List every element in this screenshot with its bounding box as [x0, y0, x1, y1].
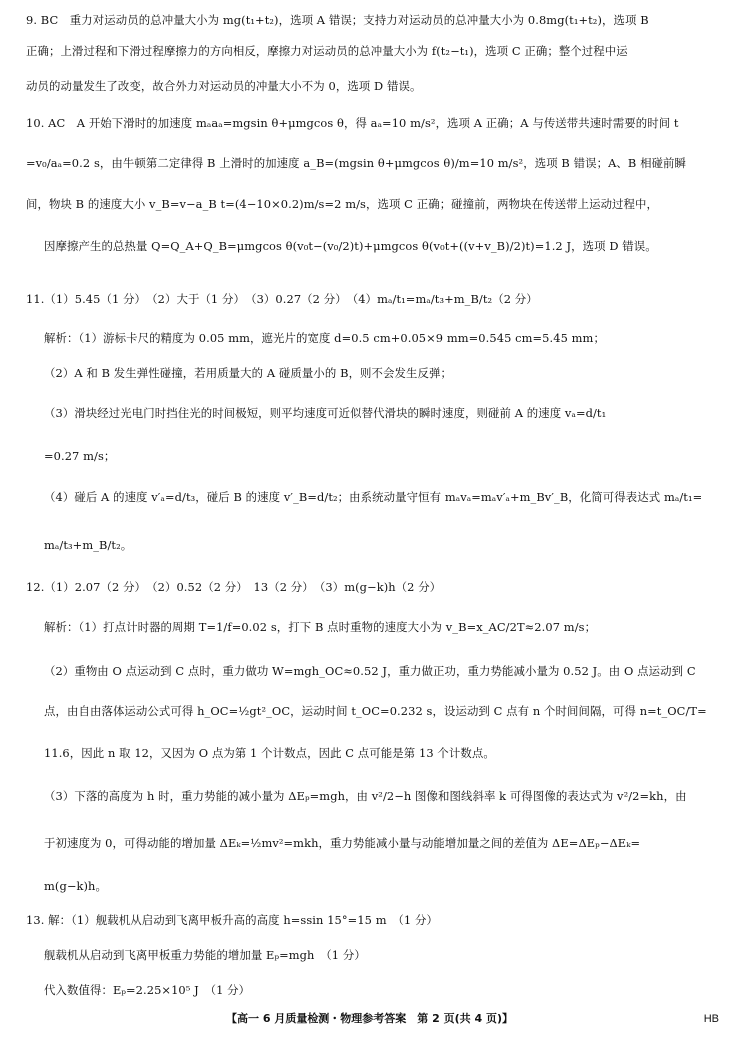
- text-line: （4）碰后 A 的速度 v′ₐ=d/t₃，碰后 B 的速度 v′_B=d/t₂；由系统动量守恒有 mₐvₐ=mₐv′ₐ+m_Bv′_B，化简可得表达式 mₐ/t₁=: [44, 490, 703, 504]
- text-line: 11.6，因此 n 取 12，又因为 O 点为第 1 个计数点，因此 C 点可能是第 13 个计数点。: [44, 746, 495, 760]
- text-line: 动员的动量发生了改变，故合外力对运动员的冲量大小不为 0，选项 D 错误。: [26, 79, 422, 93]
- text-line: mₐ/t₃+m_B/t₂。: [44, 538, 133, 552]
- text-line: 9. BC 重力对运动员的总冲量大小为 mg(t₁+t₂)，选项 A 错误；支持力对运动员的总冲量大小为 0.8mg(t₁+t₂)，选项 B: [26, 13, 649, 27]
- text-line: 10. AC A 开始下滑时的加速度 mₐaₐ=mgsin θ+μmgcos θ，得 aₐ=10 m/s²，选项 A 正确；A 与传送带共速时需要的时间 t: [26, 116, 679, 130]
- text-line: 11.（1）5.45（1 分） （2）大于（1 分） （3）0.27（2 分） （4）mₐ/t₁=mₐ/t₃+m_B/t₂（2 分）: [26, 292, 538, 306]
- text-line: =v₀/aₐ=0.2 s，由牛顿第二定律得 B 上滑时的加速度 a_B=(mgsin θ+μmgcos θ)/m=10 m/s²，选项 B 错误；A、B 相碰前瞬: [26, 156, 687, 170]
- text-line: 因摩擦产生的总热量 Q=Q_A+Q_B=μmgcos θ(v₀t−(v₀/2)t)+μmgcos θ(v₀t+((v+v_B)/2)t)=1.2 J，选项 D 错误。: [44, 239, 657, 253]
- text-line: 于初速度为 0，可得动能的增加量 ΔEₖ=½mv²=mkh，重力势能减小量与动能增加量之间的差值为 ΔE=ΔEₚ−ΔEₖ=: [44, 836, 641, 850]
- text-line: 解析：（1）游标卡尺的精度为 0.05 mm，遮光片的宽度 d=0.5 cm+0.05×9 mm=0.545 cm=5.45 mm；: [44, 331, 605, 345]
- footer-code: HB: [703, 1013, 719, 1025]
- text-line: 间，物块 B 的速度大小 v_B=v−a_B t=(4−10×0.2)m/s=2 m/s，选项 C 正确；碰撞前，两物块在传送带上运动过程中，: [26, 197, 659, 211]
- text-line: 解析：（1）打点计时器的周期 T=1/f=0.02 s，打下 B 点时重物的速度大小为 v_B=x_AC/2T≈2.07 m/s；: [44, 620, 597, 634]
- text-line: 点，由自由落体运动公式可得 h_OC=½gt²_OC，运动时间 t_OC=0.232 s，设运动到 C 点有 n 个时间间隔，可得 n=t_OC/T=: [44, 704, 707, 718]
- footer-title: 【高一 6 月质量检测・物理参考答案 第 2 页(共 4 页)】: [226, 1012, 513, 1025]
- text-line: 舰载机从启动到飞离甲板重力势能的增加量 Eₚ=mgh （1 分）: [44, 948, 366, 962]
- text-line: 13. 解：（1）舰载机从启动到飞离甲板升高的高度 h=ssin 15°=15 m （1 分）: [26, 913, 438, 927]
- text-line: （2）重物由 O 点运动到 C 点时，重力做功 W=mgh_OC≈0.52 J，重力做正功，重力势能减小量为 0.52 J。由 O 点运动到 C: [44, 664, 696, 678]
- text-line: （3）滑块经过光电门时挡住光的时间极短，则平均速度可近似替代滑块的瞬时速度，则碰前 A 的速度 vₐ=d/t₁: [44, 406, 607, 420]
- text-line: 正确；上滑过程和下滑过程摩擦力的方向相反，摩擦力对运动员的总冲量大小为 f(t₂−t₁)，选项 C 正确；整个过程中运: [26, 44, 628, 58]
- text-line: （3）下落的高度为 h 时，重力势能的减小量为 ΔEₚ=mgh，由 v²/2−h 图像和图线斜率 k 可得图像的表达式为 v²/2=kh，由: [44, 789, 687, 803]
- text-line: 12.（1）2.07（2 分） （2）0.52（2 分） 13（2 分） （3）m(g−k)h（2 分）: [26, 580, 442, 594]
- text-line: 代入数值得：Eₚ=2.25×10⁵ J （1 分）: [44, 983, 251, 997]
- text-line: m(g−k)h。: [44, 879, 107, 893]
- text-line: =0.27 m/s；: [44, 449, 116, 463]
- text-line: （2）A 和 B 发生弹性碰撞，若用质量大的 A 碰质量小的 B，则不会发生反弹；: [44, 366, 452, 380]
